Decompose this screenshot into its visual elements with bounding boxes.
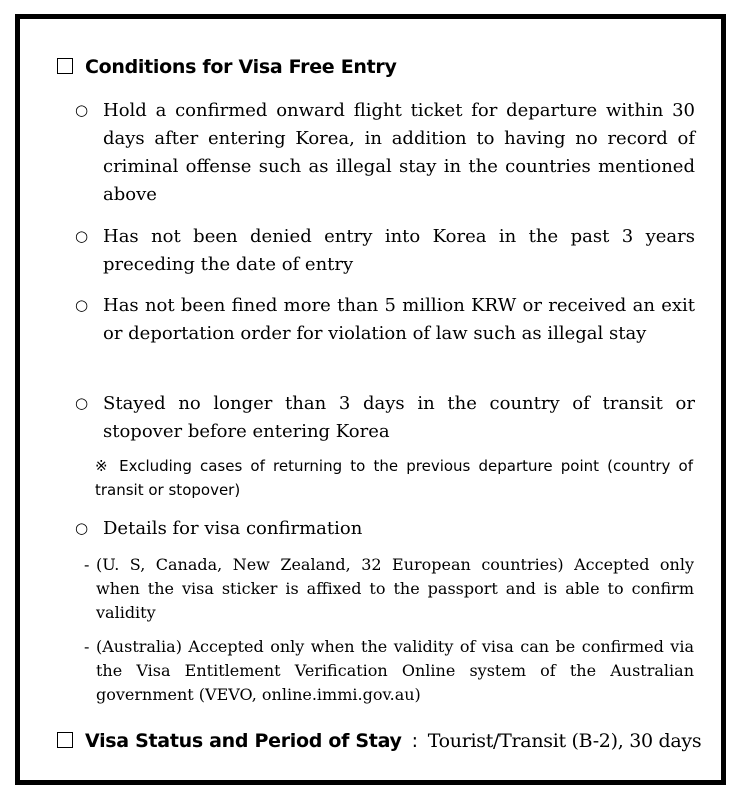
dash-bullet-icon: - [84,637,90,656]
visa-status-label: Visa Status and Period of Stay [85,730,402,752]
circle-bullet-icon: ○ [75,519,89,537]
circle-bullet-icon: ○ [75,227,89,245]
visa-status-value: Tourist/Transit (B-2), 30 days [427,730,702,752]
circle-bullet-icon: ○ [75,101,89,119]
condition-text: Has not been denied entry into Korea in the past 3 years preceding the date of entry [103,226,695,275]
document-frame [15,14,726,785]
circle-bullet-icon: ○ [75,296,89,314]
section-heading-visa-status [57,730,701,752]
visa-confirmation-item [84,635,694,707]
visa-confirmation-text: (U. S, Canada, New Zealand, 32 European countries) Accepted only when the visa sticker is affixed to the passport and is able to confirm validity [96,555,694,622]
condition-item [75,292,695,348]
condition-text: Has not been fined more than 5 million KRW or received an exit or deportation order for violation of law such as illegal stay [103,295,695,344]
section-heading-conditions [57,56,397,78]
condition-item [75,223,695,279]
condition-item [75,97,695,209]
section-title: Conditions for Visa Free Entry [85,56,397,78]
transit-note: ※ Excluding cases of returning to the previous departure point (country of transit or stopover) [95,457,693,499]
condition-text: Hold a confirmed onward flight ticket for departure within 30 days after entering Korea, in addition to having no record of criminal offense such as illegal stay in the countries mentioned above [103,100,695,205]
visa-confirmation-text: (Australia) Accepted only when the validity of visa can be confirmed via the Visa Entitlement Verification Online system of the Australian government (VEVO, online.immi.gov.au) [96,637,694,704]
condition-item [75,390,695,446]
checkbox-square-icon [57,732,73,748]
visa-confirmation-heading [75,515,695,543]
dash-bullet-icon: - [84,555,90,574]
label-separator: : [411,730,418,752]
visa-confirmation-item [84,553,694,625]
visa-confirmation-title: Details for visa confirmation [103,518,363,539]
checkbox-square-icon [57,58,73,74]
circle-bullet-icon: ○ [75,394,89,412]
condition-text: Stayed no longer than 3 days in the country of transit or stopover before entering Korea [103,393,695,442]
